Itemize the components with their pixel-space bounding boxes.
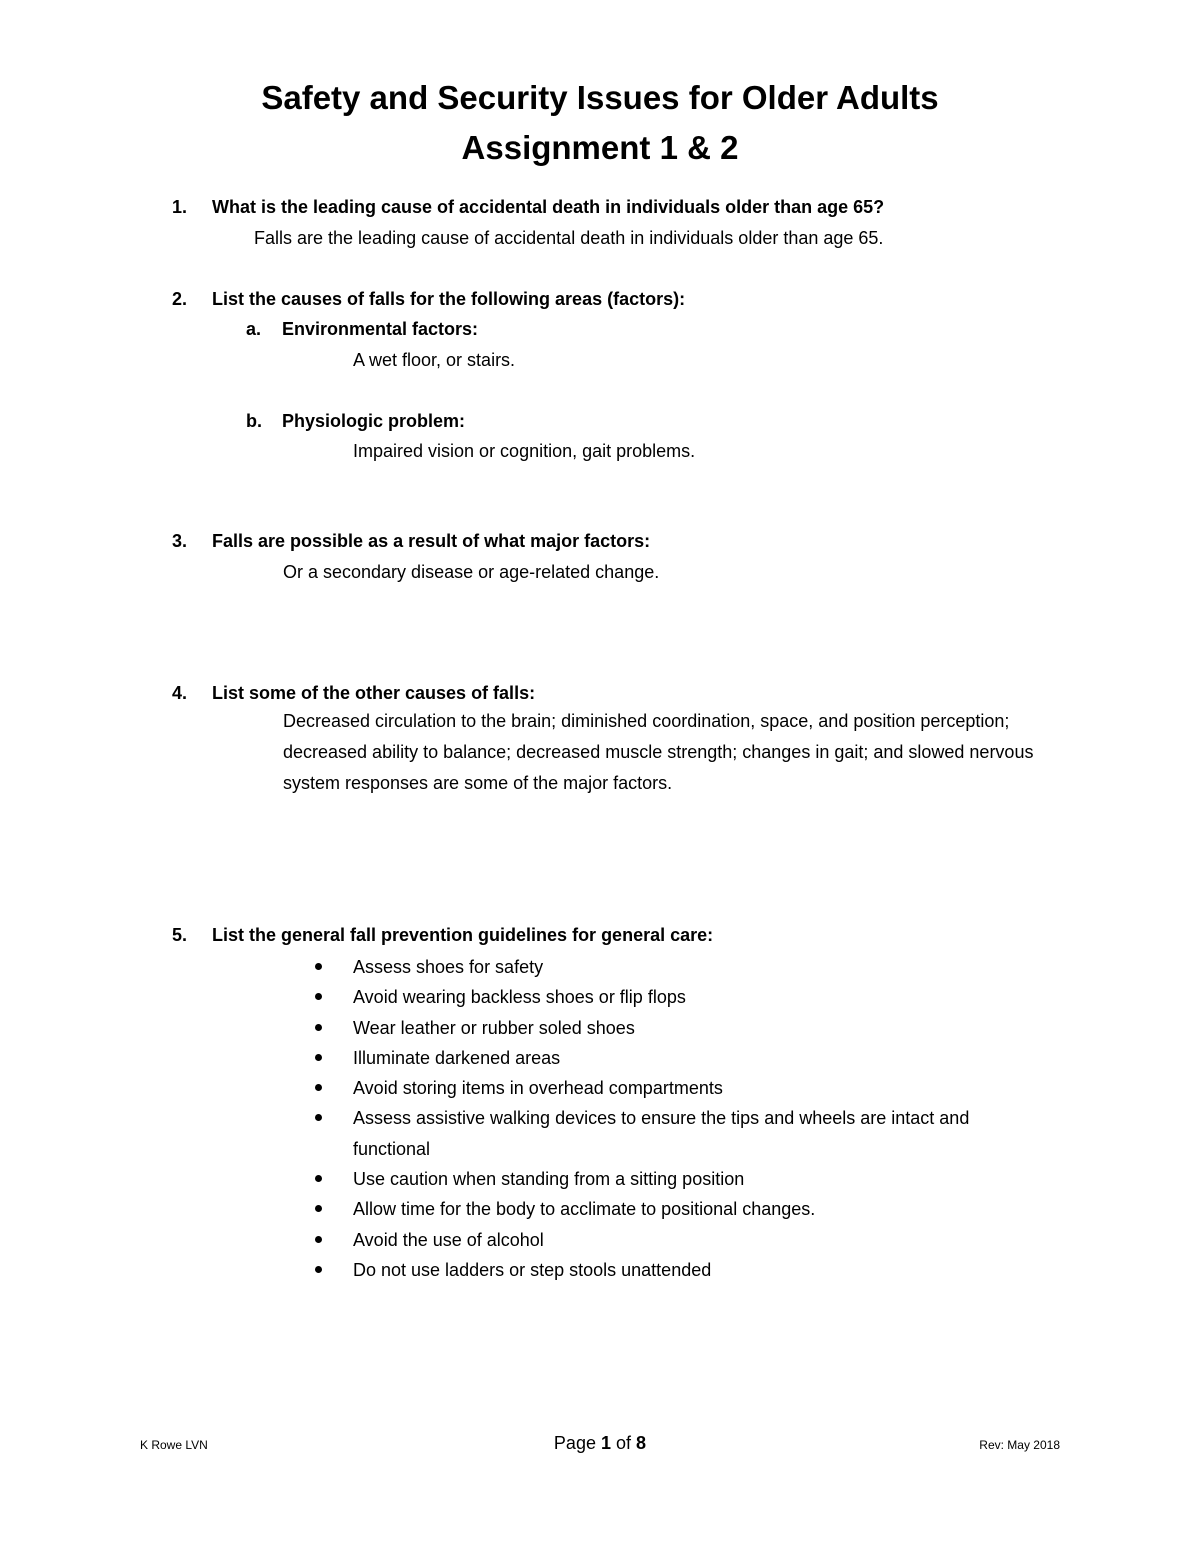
question-text: What is the leading cause of accidental death in individuals older than age 65? — [212, 197, 885, 217]
sub-question-letter: a. — [246, 319, 262, 339]
question-text: List the causes of falls for the following areas (factors): — [212, 289, 686, 309]
bullet-icon — [315, 1175, 322, 1182]
sub-question-text: Environmental factors: — [282, 319, 479, 339]
bullet-icon — [315, 1266, 322, 1273]
question-2b — [246, 410, 465, 432]
bullet-icon — [315, 1236, 322, 1243]
document-title: Safety and Security Issues for Older Adults — [261, 79, 939, 116]
answer-3: Or a secondary disease or age-related change. — [283, 562, 660, 582]
guideline-list — [313, 952, 1033, 1285]
bullet-icon — [315, 1084, 322, 1091]
list-item: Do not use ladders or step stools unattended — [313, 1255, 1033, 1285]
bullet-icon — [315, 1054, 322, 1061]
list-item: Avoid wearing backless shoes or flip flops — [313, 982, 1033, 1012]
list-item: Allow time for the body to acclimate to positional changes. — [313, 1194, 1033, 1224]
list-item: Use caution when standing from a sitting position — [313, 1164, 1033, 1194]
question-number: 2. — [172, 289, 188, 309]
bullet-icon — [315, 1024, 322, 1031]
question-4 — [172, 682, 535, 704]
question-text: List some of the other causes of falls: — [212, 683, 536, 703]
list-item: Illuminate darkened areas — [313, 1043, 1033, 1073]
sub-question-text: Physiologic problem: — [282, 411, 466, 431]
list-item: Wear leather or rubber soled shoes — [313, 1013, 1033, 1043]
page-number: Page 1 of 8 — [553, 1433, 647, 1453]
question-text: Falls are possible as a result of what major factors: — [212, 531, 651, 551]
question-number: 1. — [172, 197, 188, 217]
answer-2a: A wet floor, or stairs. — [353, 350, 516, 370]
footer-revision: Rev: May 2018 — [979, 1438, 1060, 1452]
answer-1: Falls are the leading cause of accidental death in individuals older than age 65. — [254, 228, 884, 248]
question-number: 5. — [172, 925, 188, 945]
list-item: Avoid the use of alcohol — [313, 1225, 1033, 1255]
bullet-icon — [315, 993, 322, 1000]
list-item: Assess shoes for safety — [313, 952, 1033, 982]
question-1 — [172, 196, 884, 218]
bullet-icon — [315, 1205, 322, 1212]
question-number: 4. — [172, 683, 188, 703]
sub-question-letter: b. — [246, 411, 262, 431]
question-text: List the general fall prevention guidelines for general care: — [212, 925, 714, 945]
footer-author: K Rowe LVN — [140, 1438, 208, 1452]
question-5 — [172, 924, 713, 946]
question-number: 3. — [172, 531, 188, 551]
answer-2b: Impaired vision or cognition, gait problems. — [353, 441, 696, 461]
bullet-icon — [315, 1114, 322, 1121]
question-2a — [246, 318, 478, 340]
question-2 — [172, 288, 685, 310]
list-item: Avoid storing items in overhead compartments — [313, 1073, 1033, 1103]
document-subtitle: Assignment 1 & 2 — [461, 129, 739, 166]
bullet-icon — [315, 963, 322, 970]
answer-4: Decreased circulation to the brain; diminished coordination, space, and position perception; decreased ability to balance; decreased muscle strength; changes in gait; and slowed nervous system responses are some of the major factors. — [283, 711, 1034, 793]
list-item: Assess assistive walking devices to ensure the tips and wheels are intact and functional — [313, 1103, 1033, 1164]
question-3 — [172, 530, 650, 552]
